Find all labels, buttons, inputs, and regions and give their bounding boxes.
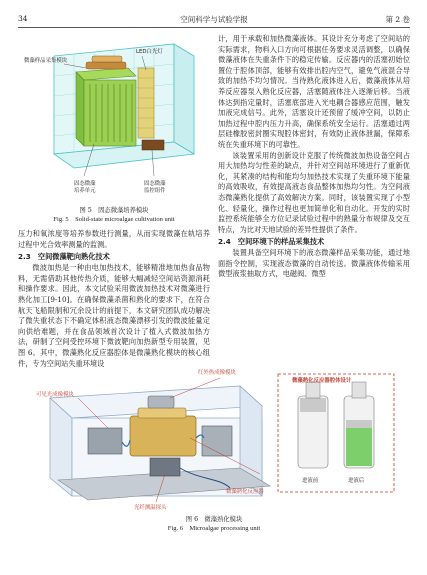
header-rule <box>18 27 410 28</box>
right-paragraph-3: 装置具备空间环境下的液态微藻样品采集功能，通过地面指令控制，实现液态微藻的自动传送。微藻液体传输采用微型液浆抽取方式，电磁阀、微型 <box>218 248 410 279</box>
right-column <box>218 34 410 280</box>
figure-6-caption-en: Fig. 6 Microalgae processing unit <box>167 525 261 532</box>
figure-6-caption <box>18 515 410 533</box>
figure-5 <box>24 34 204 202</box>
journal-title: 空间科学与试验学报 <box>180 15 248 24</box>
figure-6 <box>30 368 400 511</box>
left-paragraph-2: 微波加热是一种由电加热技术，能够精准地加热食品物料，无需借助其他传热介质，能够大幅减轻空间站资源消耗和操作要求。因此，本文试验采用微波加热技术对微藻进行熟化加工[9-10]。在确保微藻杀菌和熟化的要求下，在符合航天飞船限制和冗余设计的前提下，本文研究团队成功解决了微失重状态下不确定体积液态微藻漂移引发的微波能量定向供给难题，并在食品领域首次设计了植入式微波加热方法，研制了空间受控环境下微波靶向加热新型专用装置，见图 6。其中，微藻熟化反应器腔体是微藻熟化模块的核心组件，专为空间站失重环境设 <box>18 263 210 368</box>
page-number: 34 <box>18 14 28 23</box>
right-paragraph-2: 该装置采用的创新设计克服了传统微波加热设备空间占用大加热均匀性差的缺点，并针对空间站环境进行了重新优化，其紧凑的结构和能均匀加热技术实现了失重环境下能量的高效吸收，有效提高液态食品整体加热均匀性。为空间液态微藻熟化提供了高效解决方案。同时，该装置实现了小型化、轻量化，操作过程也更加简单化和自动化。开发的实时监控系统能够全方位记录试验过程中的熟量分布规律及交互特点，为比对天地试验的差异性提供了条件。 <box>218 150 410 234</box>
fig5-label-monitor-2: 监控组件 <box>144 188 166 194</box>
figure-6-caption-cn: 图 6 微藻熟化模块 <box>185 516 243 523</box>
left-column <box>18 229 210 369</box>
volume-label: 第 2 卷 <box>385 15 410 24</box>
figure-5-caption-cn: 图 5 固态微藻培养模块 <box>79 207 149 214</box>
fig6-label-before: 进液前 <box>302 478 319 484</box>
fig6-label-reactor: 微藻熟化反应器 <box>226 489 264 495</box>
figure-6-illustration <box>30 368 400 511</box>
section-2-3-heading: 2.3 空间微藻靶向熟化技术 <box>18 251 110 261</box>
fig5-label-culture-1: 固态微藻 <box>74 181 96 187</box>
page-header <box>18 14 410 26</box>
right-paragraph-1: 计，用于承载和加热微藻液体。其设计充分考虑了空间站的实际需求，物料入口方向可根据任务要求灵活调整，以确保微藻液体在失重条件下的稳定传输。反应器内的活塞初始位置位于腔体顶部，能够有效排出腔内空气，避免气液混合导致的加热不均匀情况。当待熟化液体进入后，微藻液体从培养反应器泵入熟化反应器，活塞随液体注入逐渐后移。当液体达到指定量时，活塞底部进入光电耦合器感应范围，触发加液完成信号。此外，活塞设计还预留了缓冲空间，以防止加热过程中腔内压力升高，确保系统安全运行。活塞通过两层硅橡胶密封圈实现腔体密封，有效防止液体泄漏，保障系统在失重环境下的可靠性。 <box>218 34 410 149</box>
fig5-label-sampling: 微藻样品采集模块 <box>24 58 68 64</box>
fig5-label-monitor-1: 固态微藻 <box>144 181 166 187</box>
fig5-label-led: LED白光灯 <box>136 49 163 55</box>
fig6-label-visible: 可见光成像模块 <box>36 392 74 398</box>
fig6-label-after: 进液后 <box>348 478 365 484</box>
section-2-4-heading: 2.4 空间环境下的样品采集技术 <box>218 236 325 246</box>
fig6-inset-title: 微藻熟化反应器腔体设计 <box>292 378 352 384</box>
figure-5-caption-en: Fig. 5 Solid-state microalgae cultivation unit <box>53 216 175 223</box>
fig5-label-culture-2: 培养单元 <box>74 188 96 194</box>
figure-5-caption <box>18 206 210 224</box>
fig6-label-infrared: 红外热成像模块 <box>198 370 236 376</box>
left-paragraph-1: 压力和氧浓度等培养参数进行测量，从而实现微藻在轨培养过程中光合效率测量的监测。 <box>18 229 210 249</box>
fig6-label-fiber: 光纤测温探头 <box>134 505 167 511</box>
